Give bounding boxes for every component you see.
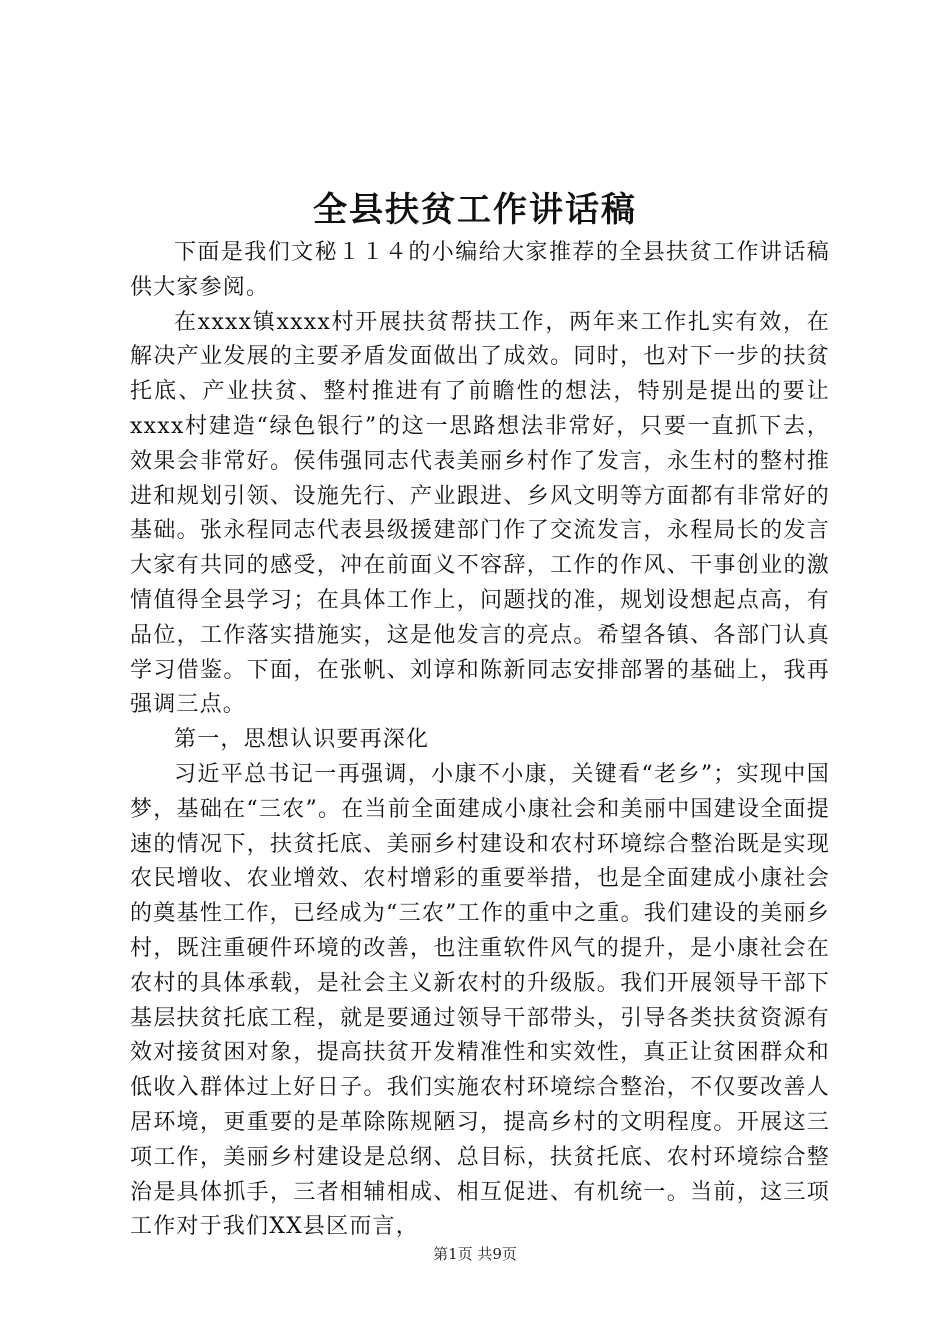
section-heading: 第一，思想认识要再深化 (174, 727, 430, 753)
paragraph-intro: 下面是我们文秘１１４的小编给大家推荐的全县扶贫工作讲话稿供大家参阅。 (130, 240, 830, 300)
document-title: 全县扶贫工作讲话稿 (313, 190, 637, 230)
page-footer: 第1页 共9页 (433, 1245, 517, 1263)
paragraph-section-one: 习近平总书记一再强调，小康不小康，关键看“老乡”；实现中国梦，基础在“三农”。在当前全面建成小康社会和美丽中国建设全面提速的情况下，扶贫托底、美丽乡村建设和农村环境综合整治既是实现农民增收、农业增效、农村增彩的重要举措，也是全面建成小康社会的奠基性工作，已经成为“三农”工作的重中之重。我们建设的美丽乡村，既注重硬件环境的改善，也注重软件风气的提升，是小康社会在农村的具体承载，是社会主义新农村的升级版。我们开展领导干部下基层扶贫托底工程，就是要通过领导干部带头，引导各类扶贫资源有效对接贫困对象，提高扶贫开发精准性和实效性，真正让贫困群众和低收入群体过上好日子。我们实施农村环境综合整治，不仅要改善人居环境，更重要的是革除陈规陋习，提高乡村的文明程度。开展这三项工作，美丽乡村建设是总纲、总目标，扶贫托底、农村环境综合整治是具体抓手，三者相辅相成、相互促进、有机统一。当前，这三项工作对于我们XX县区而言， (130, 761, 830, 1240)
paragraph-opening: 在xxxx镇xxxx村开展扶贫帮扶工作，两年来工作扎实有效，在解决产业发展的主要矛盾发面做出了成效。同时，也对下一步的扶贫托底、产业扶贫、整村推进有了前瞻性的想法，特别是提出的要让xxxx村建造“绿色银行”的这一思路想法非常好，只要一直抓下去，效果会非常好。侯伟强同志代表美丽乡村作了发言，永生村的整村推进和规划引领、设施先行、产业跟进、乡风文明等方面都有非常好的基础。张永程同志代表县级援建部门作了交流发言，永程局长的发言大家有共同的感受，冲在前面义不容辞，工作的作风、干事创业的激情值得全县学习；在具体工作上，问题找的准，规划设想起点高，有品位，工作落实措施实，这是他发言的亮点。希望各镇、各部门认真学习借鉴。下面，在张帆、刘谆和陈新同志安排部署的基础上，我再强调三点。 (130, 309, 830, 718)
document-body (130, 236, 830, 1245)
